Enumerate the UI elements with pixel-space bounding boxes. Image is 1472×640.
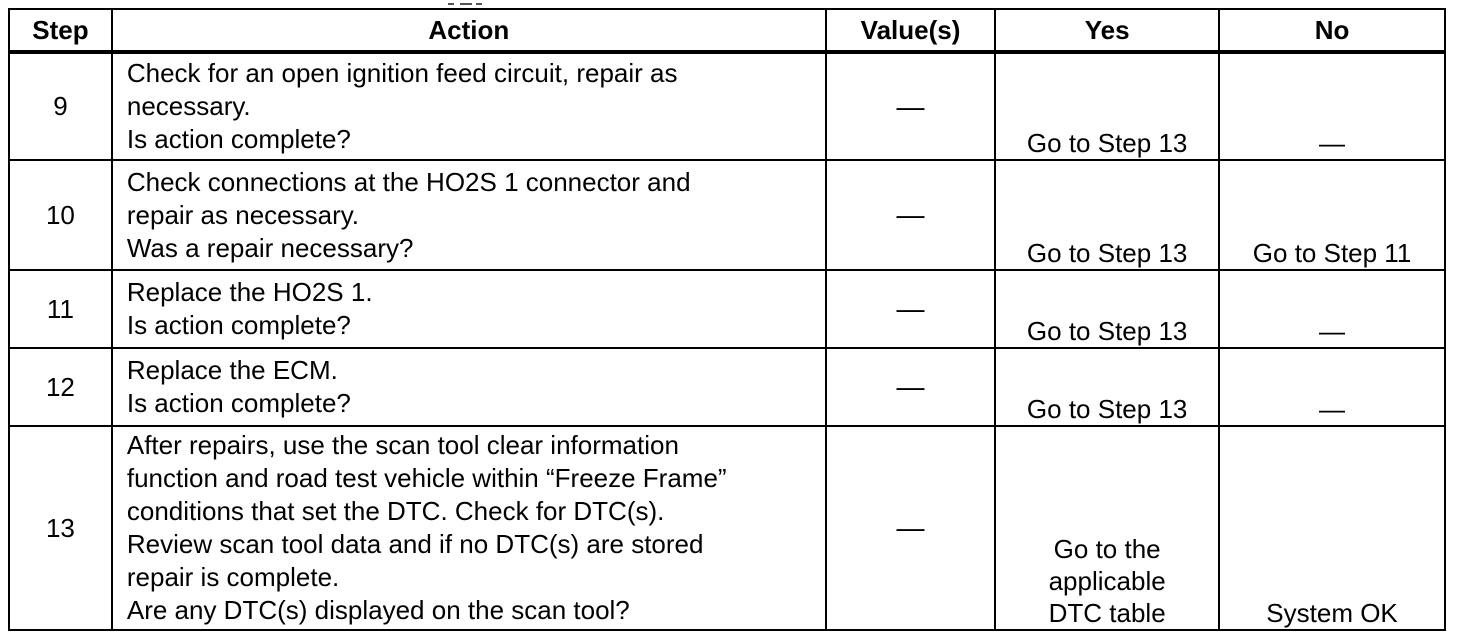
step-number: 13 xyxy=(9,426,112,630)
action-cell xyxy=(112,270,826,348)
table-row xyxy=(9,270,1445,348)
yes-line: Go to the xyxy=(1053,534,1161,564)
yes-line: applicable xyxy=(1048,566,1166,596)
action-line: Replace the ECM. xyxy=(126,355,338,385)
table-row xyxy=(9,426,1445,630)
header-step: Step xyxy=(9,9,112,52)
yes-cell: Go to Step 13 xyxy=(995,270,1219,348)
no-cell: System OK xyxy=(1219,426,1445,630)
action-line: Check for an open ignition feed circuit, repair as xyxy=(126,58,678,88)
action-line: conditions that set the DTC. Check for DTC(s). xyxy=(126,496,665,526)
action-line: function and road test vehicle within “Freeze Frame” xyxy=(126,463,727,493)
table-row xyxy=(9,160,1445,270)
value-dash: — xyxy=(896,512,925,543)
step-number: 12 xyxy=(9,348,112,426)
action-cell xyxy=(112,52,826,160)
no-cell: Go to Step 11 xyxy=(1219,160,1445,270)
action-line: Check connections at the HO2S 1 connector and xyxy=(126,166,691,197)
value-cell xyxy=(826,426,995,630)
action-cell xyxy=(112,426,826,630)
action-cell xyxy=(112,348,826,426)
header-values: Value(s) xyxy=(826,9,995,52)
action-cell xyxy=(112,160,826,270)
step-number: 11 xyxy=(9,270,112,348)
value-cell xyxy=(826,270,995,348)
value-dash: — xyxy=(896,293,925,324)
action-line: Is action complete? xyxy=(126,310,351,340)
value-dash: — xyxy=(896,199,925,230)
diagnostic-table xyxy=(8,8,1446,631)
yes-line: DTC table xyxy=(1048,598,1166,628)
action-line: repair is complete. xyxy=(126,562,340,592)
header-yes: Yes xyxy=(995,9,1219,52)
yes-cell: Go to Step 13 xyxy=(995,160,1219,270)
no-cell: — xyxy=(1219,270,1445,348)
value-dash: — xyxy=(896,90,925,122)
table-header xyxy=(9,9,1445,52)
action-line: Replace the HO2S 1. xyxy=(126,277,373,307)
table-row xyxy=(9,52,1445,160)
action-line: Review scan tool data and if no DTC(s) are stored xyxy=(126,529,704,559)
header-action: Action xyxy=(112,9,826,52)
no-cell: — xyxy=(1219,52,1445,160)
step-number: 10 xyxy=(9,160,112,270)
table-row xyxy=(9,348,1445,426)
no-cell: — xyxy=(1219,348,1445,426)
action-line: necessary. xyxy=(126,91,251,121)
action-line: Was a repair necessary? xyxy=(126,232,414,263)
value-cell xyxy=(826,52,995,160)
header-no: No xyxy=(1219,9,1445,52)
value-cell xyxy=(826,160,995,270)
yes-cell: Go to Step 13 xyxy=(995,52,1219,160)
action-line: Are any DTC(s) displayed on the scan tool? xyxy=(126,595,630,625)
value-dash: — xyxy=(896,371,925,402)
action-line: After repairs, use the scan tool clear information xyxy=(126,430,679,460)
value-cell xyxy=(826,348,995,426)
yes-cell: Go to Step 13 xyxy=(995,348,1219,426)
step-number: 9 xyxy=(9,52,112,160)
action-line: Is action complete? xyxy=(126,388,351,418)
action-line: repair as necessary. xyxy=(126,199,360,230)
scan-mark xyxy=(448,3,482,6)
action-line: Is action complete? xyxy=(126,124,351,154)
yes-cell xyxy=(995,426,1219,630)
table-body xyxy=(9,52,1445,630)
